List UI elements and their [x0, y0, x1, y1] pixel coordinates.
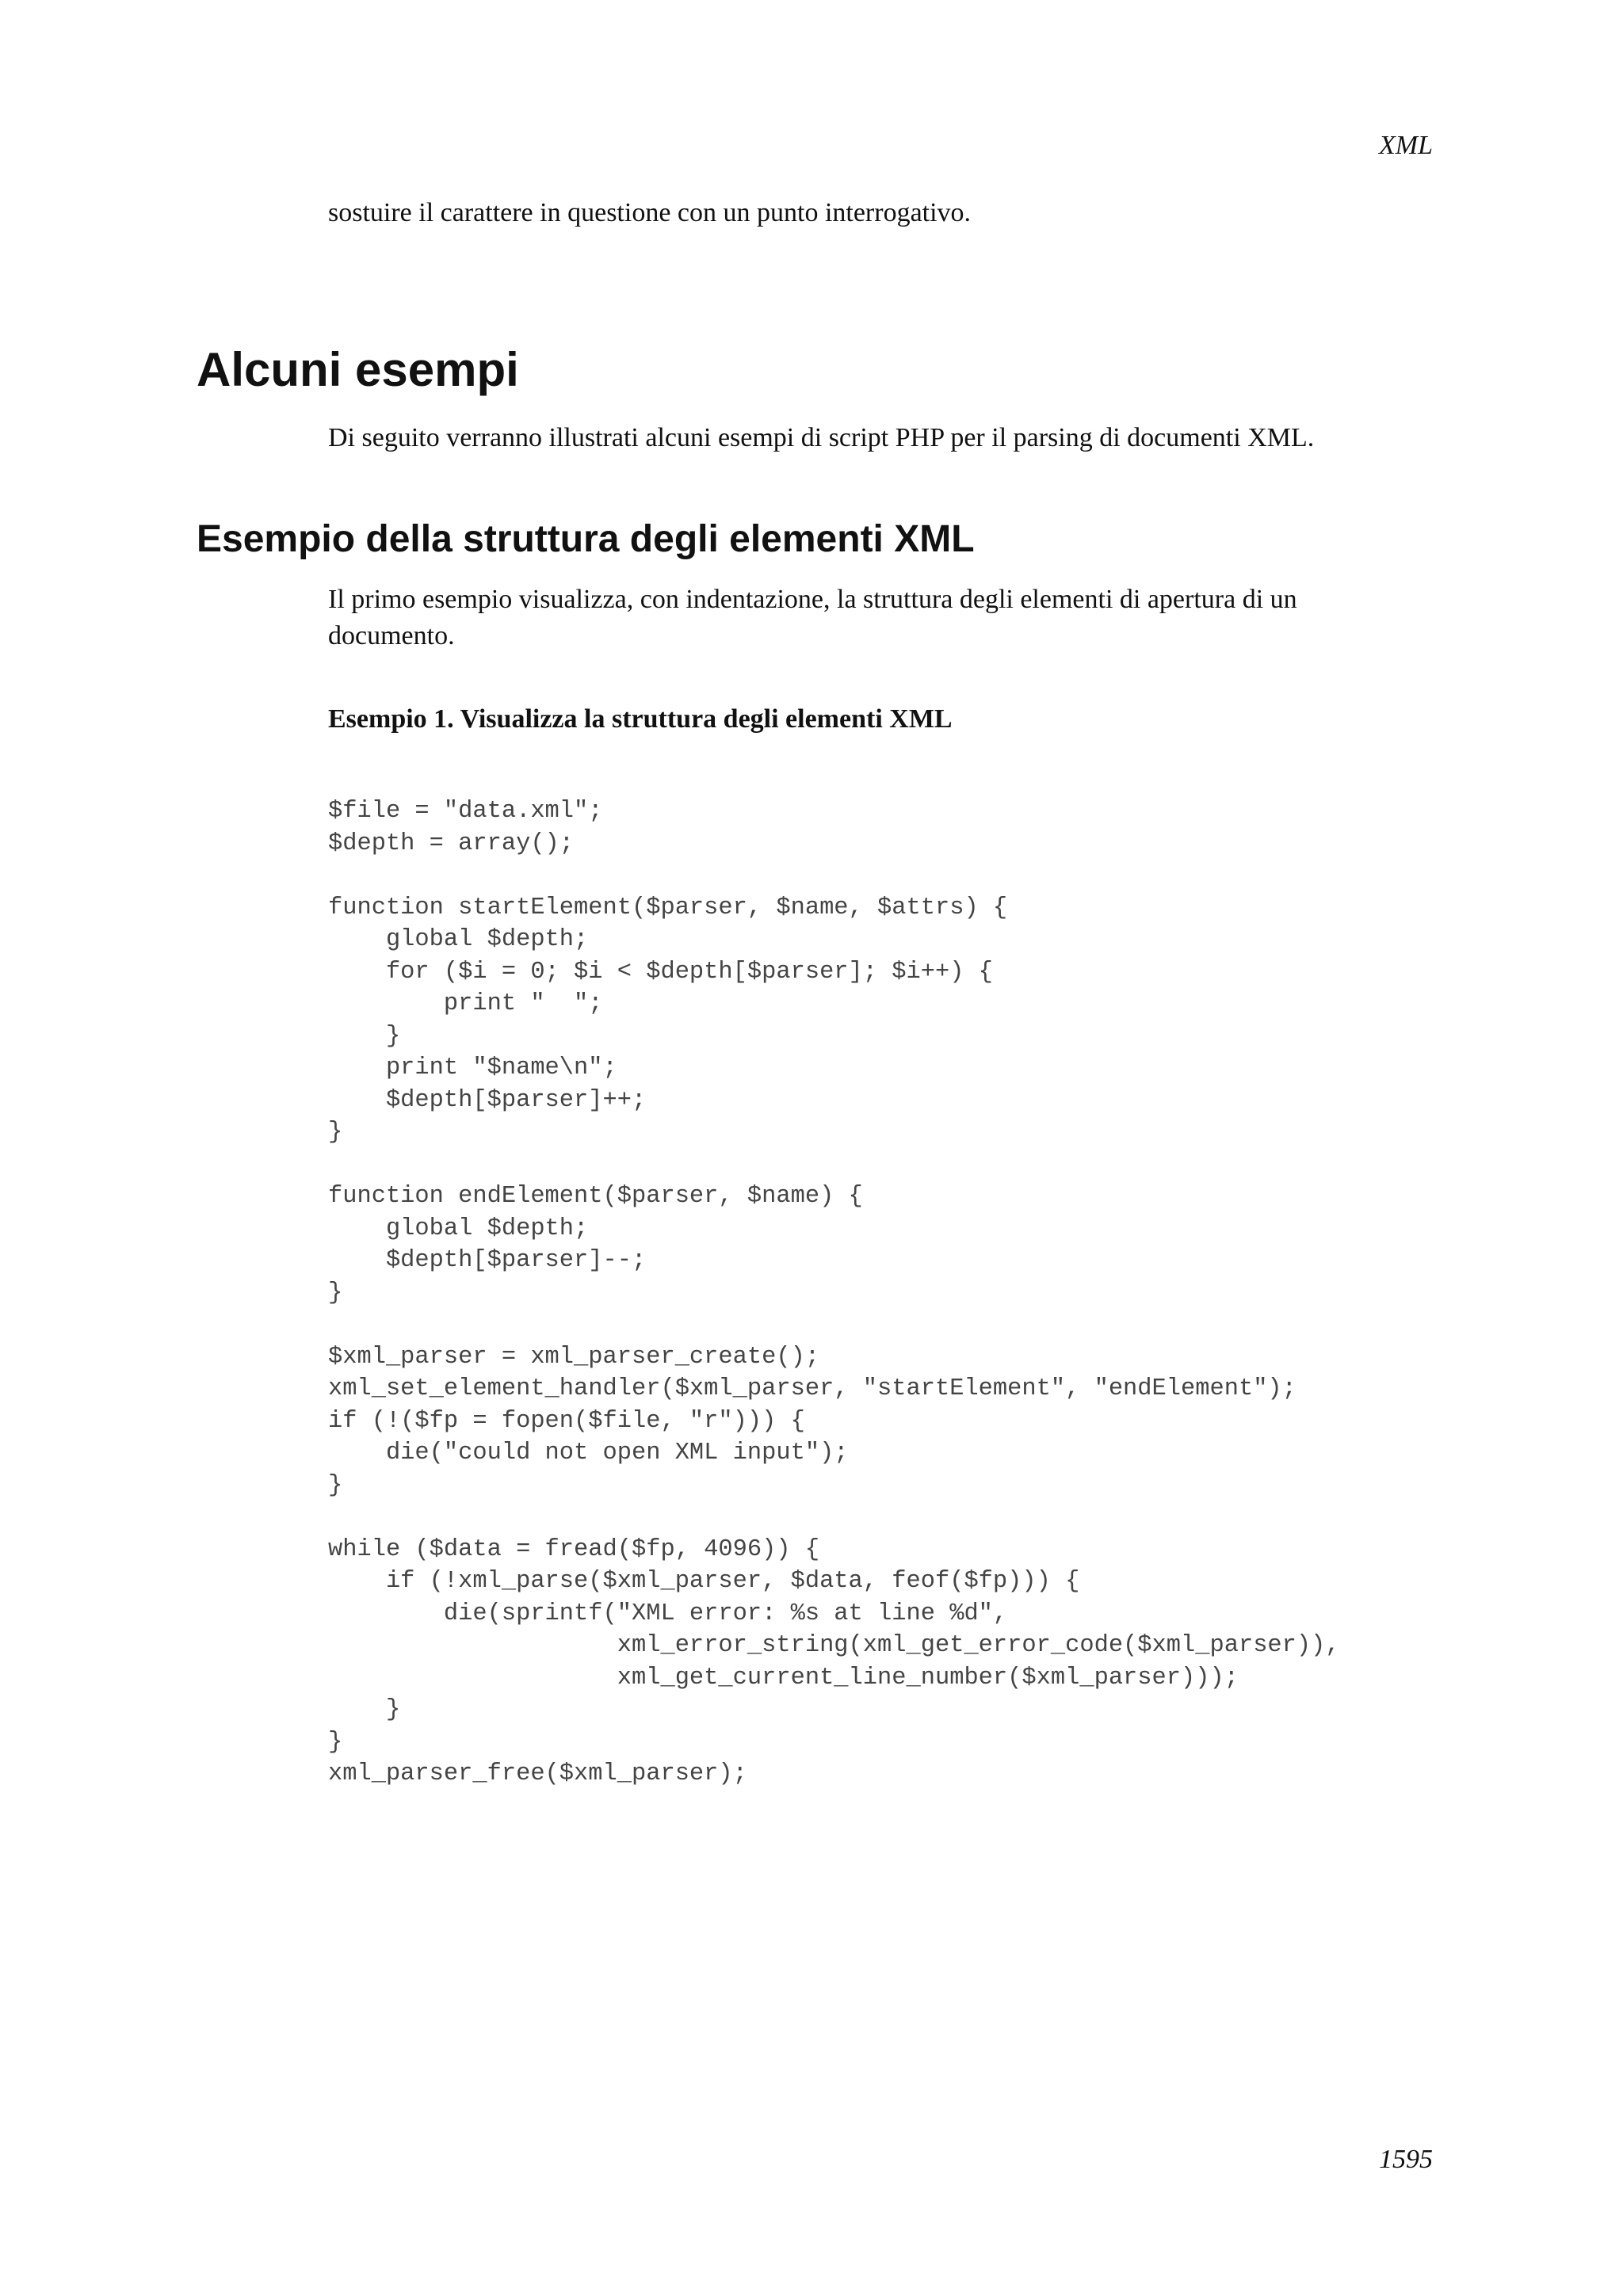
code-line: function endElement($parser, $name) {: [328, 1183, 863, 1210]
code-listing: [328, 795, 1340, 1791]
code-line: xml_error_string(xml_get_error_code($xml_parser)),: [328, 1632, 1340, 1659]
code-line: xml_set_element_handler($xml_parser, "startElement", "endElement");: [328, 1375, 1296, 1402]
code-line: print "$name\n";: [328, 1055, 617, 1081]
code-line: print " ";: [328, 990, 603, 1017]
code-line: }: [328, 1022, 401, 1050]
page-number: 1595: [1379, 2145, 1433, 2174]
code-line: if (!xml_parse($xml_parser, $data, feof($fp))) {: [328, 1568, 1080, 1595]
subsection-body-text: Il primo esempio visualizza, con indentazione, la struttura degli elementi di apertura di un documento.: [328, 585, 1297, 650]
code-line: for ($i = 0; $i < $depth[$parser]; $i++) {: [328, 958, 993, 986]
subsection-title: Esempio della struttura degli elementi XML: [197, 518, 975, 560]
code-line: [328, 860, 1340, 892]
code-line: }: [328, 1471, 343, 1499]
code-line: global $depth;: [328, 1215, 589, 1242]
code-line: global $depth;: [328, 926, 589, 953]
code-line: [328, 1309, 1340, 1341]
code-line: }: [328, 1728, 343, 1756]
running-header: XML: [1379, 131, 1433, 160]
code-line: }: [328, 1696, 401, 1723]
example-title: Esempio 1. Visualizza la struttura degli elementi XML: [328, 704, 953, 734]
code-line: [328, 1501, 1340, 1534]
code-line: while ($data = fread($fp, 4096)) {: [328, 1535, 820, 1563]
intro-continuation-text: sostuire il carattere in questione con un punto interrogativo.: [328, 198, 972, 227]
code-line: $depth[$parser]++;: [328, 1086, 647, 1114]
code-line: if (!($fp = fopen($file, "r"))) {: [328, 1407, 805, 1435]
code-line: xml_parser_free($xml_parser);: [328, 1760, 747, 1787]
code-line: function startElement($parser, $name, $attrs) {: [328, 894, 1008, 921]
code-line: $xml_parser = xml_parser_create();: [328, 1343, 820, 1371]
section-title: Alcuni esempi: [197, 343, 519, 396]
section-body-text: Di seguito verranno illustrati alcuni esempi di script PHP per il parsing di documenti XML.: [328, 423, 1315, 452]
code-line: die(sprintf("XML error: %s at line %d",: [328, 1600, 1008, 1627]
code-line: die("could not open XML input");: [328, 1440, 849, 1466]
code-line: [328, 1149, 1340, 1181]
code-line: $depth[$parser]--;: [328, 1247, 647, 1274]
code-line: $depth = array();: [328, 830, 575, 857]
code-line: }: [328, 1119, 343, 1146]
code-line: $file = "data.xml";: [328, 798, 603, 825]
code-line: }: [328, 1279, 343, 1306]
code-line: xml_get_current_line_number($xml_parser)));: [328, 1664, 1239, 1691]
